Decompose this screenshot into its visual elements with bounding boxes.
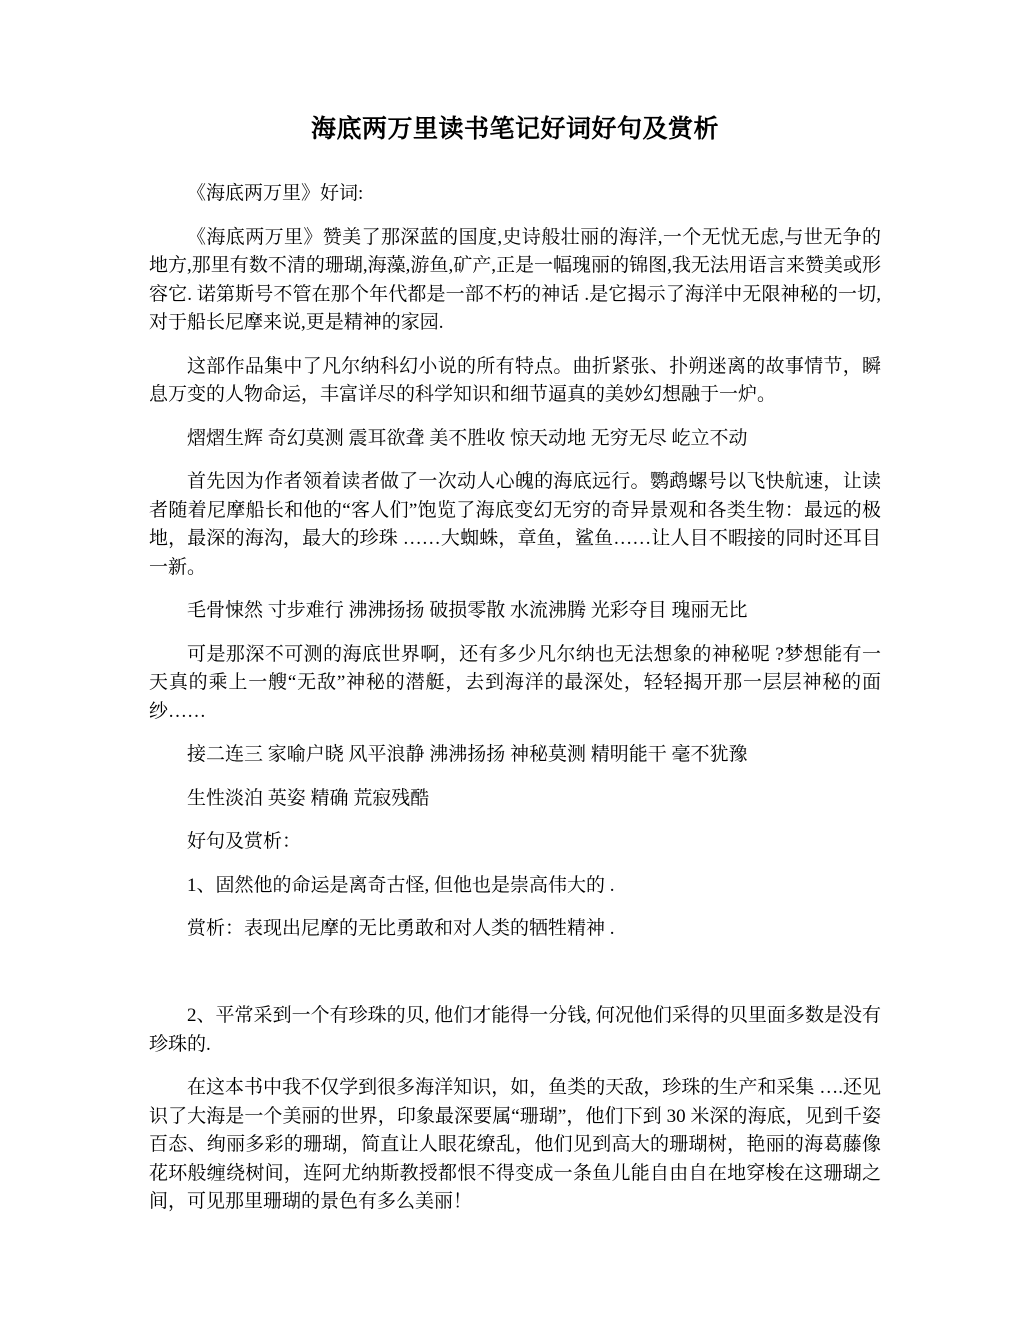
intro-paragraph: 《海底两万里》赞美了那深蓝的国度,史诗般壮丽的海洋,一个无忧无虑,与世无争的地方,那里有数不清的珊瑚,海藻,游鱼,矿产,正是一幅瑰丽的锦图,我无法用语言来赞美或形容它. 诺第斯号不管在那个年代都是一部不朽的神话 .是它揭示了海洋中无限神秘的一切,对于船长尼摩来说,更是精神的家园. — [149, 226, 881, 333]
sentence-item-2: 2、平常采到一个有珍珠的贝, 他们才能得一分钱, 何况他们采得的贝里面多数是没有珍珠的. — [149, 1005, 881, 1055]
features-paragraph: 这部作品集中了凡尔纳科幻小说的所有特点。曲折紧张、扑朔迷离的故事情节，瞬息万变的人物命运，丰富详尽的科学知识和细节逼真的美妙幻想融于一炉。 — [149, 355, 881, 405]
word-list-1: 熠熠生辉 奇幻莫测 震耳欲聋 美不胜收 惊天动地 无穷无尽 屹立不动 — [187, 427, 748, 449]
closing-paragraph: 在这本书中我不仅学到很多海洋知识，如，鱼类的天敌，珍珠的生产和采集 ….还见识了大海是一个美丽的世界，印象最深要属“珊瑚”，他们下到 30 米深的海底，见到千姿百态、绚丽多彩的珊瑚，简直让人眼花缭乱，他们见到高大的珊瑚树，艳丽的海葛藤像花环般缠绕树间，连阿尤纳斯教授都恨不得变成一条鱼儿能自由自在地穿梭在这珊瑚之间，可见那里珊瑚的景色有多么美丽！ — [149, 1077, 881, 1212]
document-title: 海底两万里读书笔记好词好句及赏析 — [310, 116, 719, 143]
word-list-4: 生性淡泊 英姿 精确 荒寂残酷 — [187, 787, 430, 809]
document-body — [149, 112, 881, 1232]
good-sentences-label: 好句及赏析： — [187, 831, 302, 852]
word-list-2: 毛骨悚然 寸步难行 沸沸扬扬 破损零散 水流沸腾 光彩夺目 瑰丽无比 — [187, 600, 748, 621]
sentence-item-1: 1、固然他的命运是离奇古怪, 但他也是崇高伟大的 . — [187, 874, 615, 896]
blank-line — [149, 959, 881, 988]
mystery-paragraph: 可是那深不可测的海底世界啊，还有多少凡尔纳也无法想象的神秘呢 ?梦想能有一天真的乘上一艘“无敌”神秘的潜艇，去到海洋的最深处，轻轻揭开那一层层神秘的面纱…… — [149, 643, 881, 722]
voyage-paragraph: 首先因为作者领着读者做了一次动人心魄的海底远行。鹦鹉螺号以飞快航速，让读者随着尼摩船长和他的“客人们”饱览了海底变幻无穷的奇异景观和各类生物：最远的极地，最深的海沟，最大的珍珠 ……大蜘蛛，章鱼，鲨鱼……让人目不暇接的同时还耳目一新。 — [149, 471, 881, 578]
analysis-item-1: 赏析：表现出尼摩的无比勇敢和对人类的牺牲精神 . — [187, 918, 615, 939]
word-list-3: 接二连三 家喻户晓 风平浪静 沸沸扬扬 神秘莫测 精明能干 毫不犹豫 — [187, 744, 748, 765]
good-words-label: 《海底两万里》好词: — [187, 183, 364, 204]
